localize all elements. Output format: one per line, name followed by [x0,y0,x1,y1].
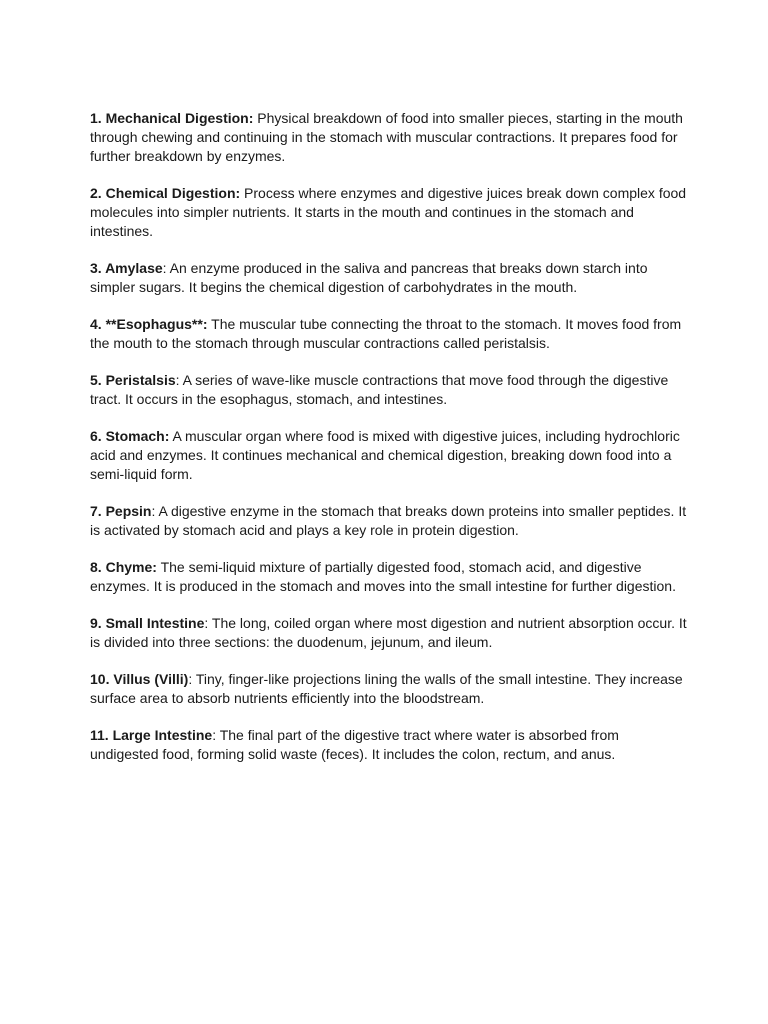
term-title: Peristalsis [105,372,176,388]
document-body [90,109,690,782]
term-title: **Esophagus**: [105,316,208,332]
term-colon: : [204,615,209,631]
term-number: 11. [90,727,109,743]
term-number: 6. [90,428,102,444]
term-name [90,503,151,519]
term-definition: A series of wave-like muscle contractions that move food through the digestive tract. It occurs in the esophagus, stomach, and intestines. [90,372,669,407]
term-number: 5. [90,372,102,388]
term-number: 10. [90,671,110,687]
term-entry-stomach [90,427,690,484]
term-entry-peristalsis [90,371,690,409]
term-title: Chemical Digestion: [105,185,241,201]
term-title: Large Intestine [112,727,213,743]
term-title: Mechanical Digestion: [105,110,254,126]
term-definition: An enzyme produced in the saliva and pancreas that breaks down starch into simpler sugars. It begins the chemical digestion of carbohydrates in the mouth. [90,260,648,295]
term-name [90,110,253,126]
term-number: 8. [90,559,102,575]
term-colon: : [162,260,167,276]
term-title: Amylase [105,260,163,276]
term-title: Stomach: [105,428,170,444]
term-colon: : [188,671,193,687]
term-name [90,185,240,201]
term-title: Small Intestine [105,615,205,631]
term-title: Pepsin [105,503,152,519]
term-colon: : [151,503,156,519]
term-number: 7. [90,503,102,519]
term-entry-mechanical-digestion [90,109,690,166]
term-definition: Process where enzymes and digestive juices break down complex food molecules into simpler nutrients. It starts in the mouth and continues in the stomach and intestines. [90,185,687,239]
term-number: 2. [90,185,102,201]
term-definition: Physical breakdown of food into smaller pieces, starting in the mouth through chewing and continuing in the stomach with muscular contractions. It prepares food for further breakdown by enzymes. [90,110,683,164]
term-entry-amylase [90,259,690,297]
term-number: 1. [90,110,102,126]
term-number: 9. [90,615,102,631]
term-entry-villus [90,670,690,708]
term-entry-small-intestine [90,614,690,652]
term-definition: The muscular tube connecting the throat to the stomach. It moves food from the mouth to the stomach through muscular contractions called peristalsis. [90,316,682,351]
term-name [90,671,188,687]
term-name [90,615,204,631]
term-definition: The semi-liquid mixture of partially digested food, stomach acid, and digestive enzymes. It is produced in the stomach and moves into the small intestine for further digestion. [90,559,676,594]
term-title: Villus (Villi) [113,671,189,687]
term-colon: : [175,372,180,388]
term-colon: : [212,727,217,743]
term-number: 3. [90,260,102,276]
term-number: 4. [90,316,102,332]
term-name [90,559,157,575]
term-name [90,727,212,743]
term-definition: The final part of the digestive tract where water is absorbed from undigested food, forming solid waste (feces). It includes the colon, rectum, and anus. [90,727,619,762]
term-name [90,428,169,444]
term-title: Chyme: [105,559,157,575]
term-entry-esophagus [90,315,690,353]
term-entry-chyme [90,558,690,596]
term-definition: The long, coiled organ where most digestion and nutrient absorption occur. It is divided into three sections: the duodenum, jejunum, and ileum. [90,615,687,650]
term-name [90,316,208,332]
term-definition: Tiny, finger-like projections lining the walls of the small intestine. They increase surface area to absorb nutrients efficiently into the bloodstream. [90,671,683,706]
term-name [90,260,163,276]
term-name [90,372,176,388]
term-entry-chemical-digestion [90,184,690,241]
term-entry-large-intestine [90,726,690,764]
term-entry-pepsin [90,502,690,540]
term-definition: A muscular organ where food is mixed with digestive juices, including hydrochloric acid and enzymes. It continues mechanical and chemical digestion, breaking down food into a semi-liquid form. [90,428,680,482]
term-definition: A digestive enzyme in the stomach that breaks down proteins into smaller peptides. It is activated by stomach acid and plays a key role in protein digestion. [90,503,687,538]
